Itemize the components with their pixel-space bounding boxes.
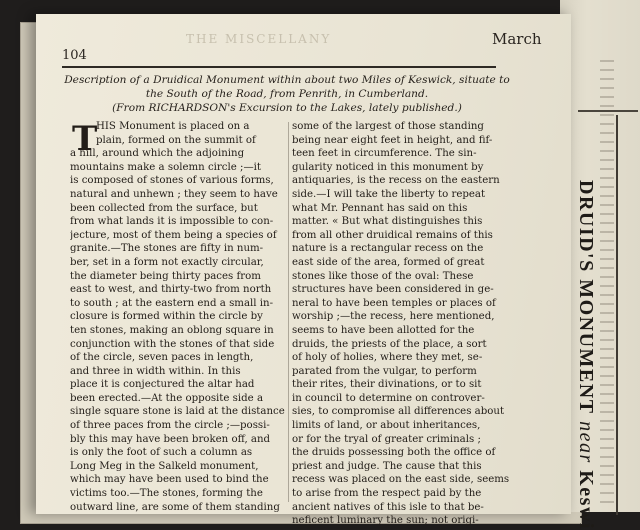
text-line: place it is conjectured the altar had	[70, 379, 255, 391]
text-line: closure is formed within the circle by	[70, 311, 263, 323]
column-divider	[288, 122, 289, 502]
text-line: ber, set in a form not exactly circular,	[70, 256, 264, 268]
text-line: is only the foot of such a column as	[70, 447, 253, 459]
text-line: antiquaries, is the recess on the eastern	[292, 175, 500, 187]
text-line: mountains make a solemn circle ;—it	[70, 161, 262, 173]
text-line: of the circle, seven paces in length,	[70, 352, 254, 364]
text-line: what Mr. Pennant has said on this	[292, 202, 468, 214]
text-line: matter. « But what distinguishes this	[292, 216, 483, 228]
text-line: of three paces from the circle ;—possi-	[70, 420, 270, 432]
text-line: or for the tryal of greater criminals ;	[292, 433, 481, 445]
text-line: some of the largest of those standing	[292, 121, 484, 132]
text-line: neficent luminary the sun; not origi-	[292, 515, 479, 527]
page-number: 104	[62, 48, 87, 63]
text-line: a hill, around which the adjoining	[70, 148, 245, 160]
text-line: gularity noticed in this monument by	[292, 161, 484, 173]
text-line: Long Meg in the Salkeld monument,	[70, 460, 259, 472]
text-line: conjunction with the stones of that side	[70, 338, 275, 350]
text-line: ten stones, making an oblong square in	[70, 324, 274, 336]
text-line: in council to determine on controver-	[292, 392, 485, 404]
text-line: to south ; at the eastern end a small in-	[70, 297, 274, 309]
text-line: structures have been considered in ge-	[292, 284, 494, 296]
text-line: priest and judge. The cause that this	[292, 460, 482, 472]
text-line: HIS Monument is placed on a	[96, 121, 250, 132]
adjacent-page-vertical-rule	[616, 115, 618, 515]
adjacent-page-text-lines	[600, 60, 614, 510]
text-line: which may have been used to bind the	[70, 474, 269, 486]
text-line: bly this may have been broken off, and	[70, 433, 271, 445]
text-line: jecture, most of them being a species of	[70, 229, 277, 241]
text-line: recess was placed on the east side, seems	[292, 474, 510, 486]
text-line: from what lands it is impossible to con-	[70, 216, 274, 228]
text-line: single square stone is laid at the distance	[70, 406, 285, 418]
adjacent-title-end: Keswi	[575, 470, 597, 530]
text-line: parated from the vulgar, to perform	[292, 365, 477, 377]
text-line: granite.—The stones are fifty in num-	[70, 243, 264, 255]
text-line: side.—I will take the liberty to repeat	[292, 188, 486, 200]
article-source: (From RICHARDSON's Excursion to the Lakes, lately published.)	[112, 102, 462, 114]
text-line: teen feet in circumference. The sin-	[292, 148, 477, 160]
text-line: been erected.—At the opposite side a	[70, 392, 264, 404]
text-line: druids, the priests of the place, a sort	[292, 338, 487, 350]
text-line: plain, formed on the summit of	[96, 134, 256, 146]
adjacent-title-main: DRUID'S MONUMENT	[575, 180, 597, 415]
text-line: from all other druidical remains of this	[292, 229, 493, 241]
text-line: the diameter being thirty paces from	[70, 270, 261, 282]
text-line: outward line, are some of them standing	[70, 501, 280, 513]
text-line: been collected from the surface, but	[70, 202, 258, 214]
right-column	[292, 120, 514, 528]
header-rule	[62, 66, 496, 68]
left-column	[70, 120, 292, 514]
text-line: east to west, and thirty-two from north	[70, 284, 272, 296]
text-line: is composed of stones of various forms,	[70, 175, 274, 187]
text-line: victims too.—The stones, forming the	[70, 488, 263, 500]
text-line: sies, to compromise all differences about	[292, 406, 505, 418]
adjacent-page-title	[574, 180, 597, 530]
drop-cap: T	[72, 119, 98, 159]
text-line: nature is a rectangular recess on the	[292, 243, 484, 255]
adjacent-title-italic: near	[575, 421, 597, 464]
text-line: ancient natives of this isle to that be-	[292, 501, 484, 513]
text-line: being near eight feet in height, and fif-	[292, 134, 493, 146]
text-line: stones like those of the oval: These	[292, 270, 474, 282]
text-line: seems to have been allotted for the	[292, 324, 475, 336]
text-line: east side of the area, formed of great	[292, 256, 485, 268]
text-line: the druids possessing both the office of	[292, 447, 496, 459]
show-through-heading: THE MISCELLANY	[186, 32, 332, 46]
text-line: natural and unhewn ; they seem to have	[70, 188, 278, 200]
running-head-month: March	[492, 30, 542, 48]
text-line: to arise from the respect paid by the	[292, 488, 482, 500]
text-line: neral to have been temples or places of	[292, 297, 496, 309]
text-line: of holy of holies, where they met, se-	[292, 352, 483, 364]
text-line: and three in width within. In this	[70, 365, 241, 377]
text-line: limits of land, or about inheritances,	[292, 420, 481, 432]
article-title: Description of a Druidical Monument within about two Miles of Keswick, situate to the South of the Road, from Penrith, in Cumberland.	[64, 74, 510, 100]
text-line: their rites, their divinations, or to sit	[292, 379, 482, 391]
text-line: worship ;—the recess, here mentioned,	[292, 311, 495, 323]
